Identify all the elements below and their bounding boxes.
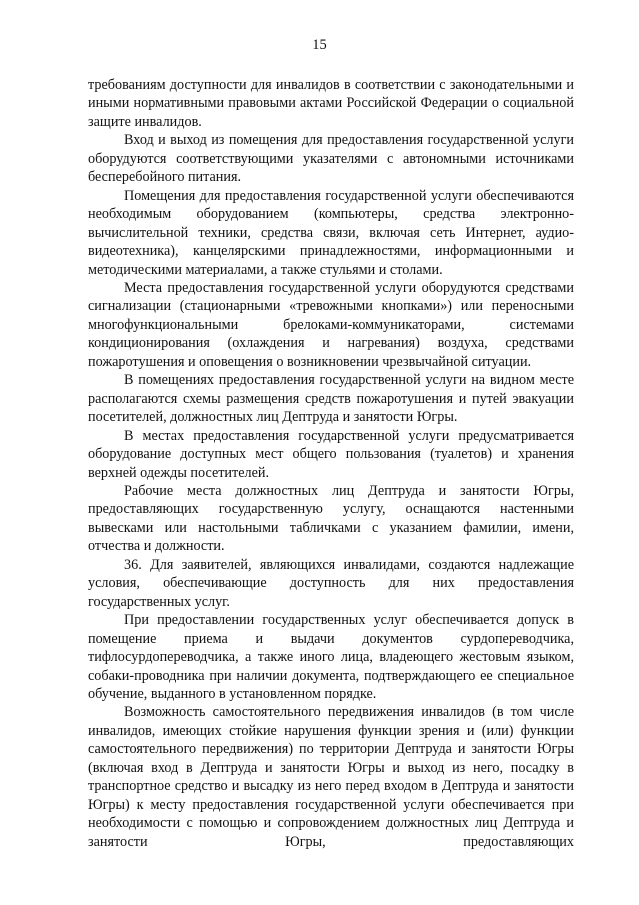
paragraph-interpreter-admission: При предоставлении государственных услуг обеспечивается допуск в помещение приема и выдачи документов сурдопереводчика, тифлосурдопереводчика, а также иного лица, владеющего жестовым языком, собаки-проводника при наличии документа, подтверждающего ее специальное обучение, выданного в установленном порядке. bbox=[88, 612, 574, 702]
paragraph-accessibility-requirements: требованиям доступности для инвалидов в соответствии с законодательными и иными нормативными правовыми актами Российской Федерации о социальной защите инвалидов. bbox=[88, 77, 574, 130]
paragraph-alarm-systems: Места предоставления государственной услуги оборудуются средствами сигнализации (стационарными «тревожными кнопками») или переносными многофункциональными брелоками-коммуникаторами, системами кондиционирования (охлаждения и нагревания) воздуха, средствами пожаротушения и оповещения о возникновении чрезвычайной ситуации. bbox=[88, 279, 574, 370]
paragraph-item-36: 36. Для заявителей, являющихся инвалидами, создаются надлежащие условия, обеспечивающие доступность для них предоставления государственных услуг. bbox=[88, 556, 574, 610]
paragraph-entrance-exit: Вход и выход из помещения для предоставления государственной услуги оборудуются соответствующими указателями с автономными источниками бесперебойного питания. bbox=[88, 132, 574, 186]
paragraph-independent-movement: Возможность самостоятельного передвижения инвалидов (в том числе инвалидов, имеющих стойкие нарушения функции зрения и (или) функции самостоятельного передвижения) по территории Дептруда и занятости Югры (включая вход в Дептруда и занятости Югры и выход из него, посадку в транспортное средство и высадку из него перед входом в Дептруда и занятости Югры) к месту предоставления государственной услуги обеспечивается при необходимости с помощью и сопровождением должностных лиц Дептруда и занятости Югры, предоставляющих bbox=[88, 704, 574, 850]
document-body bbox=[88, 76, 574, 851]
paragraph-workplaces: Рабочие места должностных лиц Дептруда и занятости Югры, предоставляющих государственную услугу, оснащаются настенными вывесками или настольными табличками с указанием фамилии, имени, отчества и должности. bbox=[88, 482, 574, 555]
paragraph-equipment: Помещения для предоставления государственной услуги обеспечиваются необходимым оборудованием (компьютеры, средства электронно-вычислительной техники, средства связи, включая сеть Интернет, аудио-видеотехника), канцелярскими принадлежностями, информационными и методическими материалами, а также стульями и столами. bbox=[88, 187, 574, 278]
page-number: 15 bbox=[312, 37, 327, 53]
paragraph-public-facilities: В местах предоставления государственной услуги предусматривается оборудование доступных мест общего пользования (туалетов) и хранения верхней одежды посетителей. bbox=[88, 427, 574, 481]
paragraph-evacuation-plans: В помещениях предоставления государственной услуги на видном месте располагаются схемы размещения средств пожаротушения и путей эвакуации посетителей, должностных лиц Дептруда и занятости Югры. bbox=[88, 372, 574, 426]
